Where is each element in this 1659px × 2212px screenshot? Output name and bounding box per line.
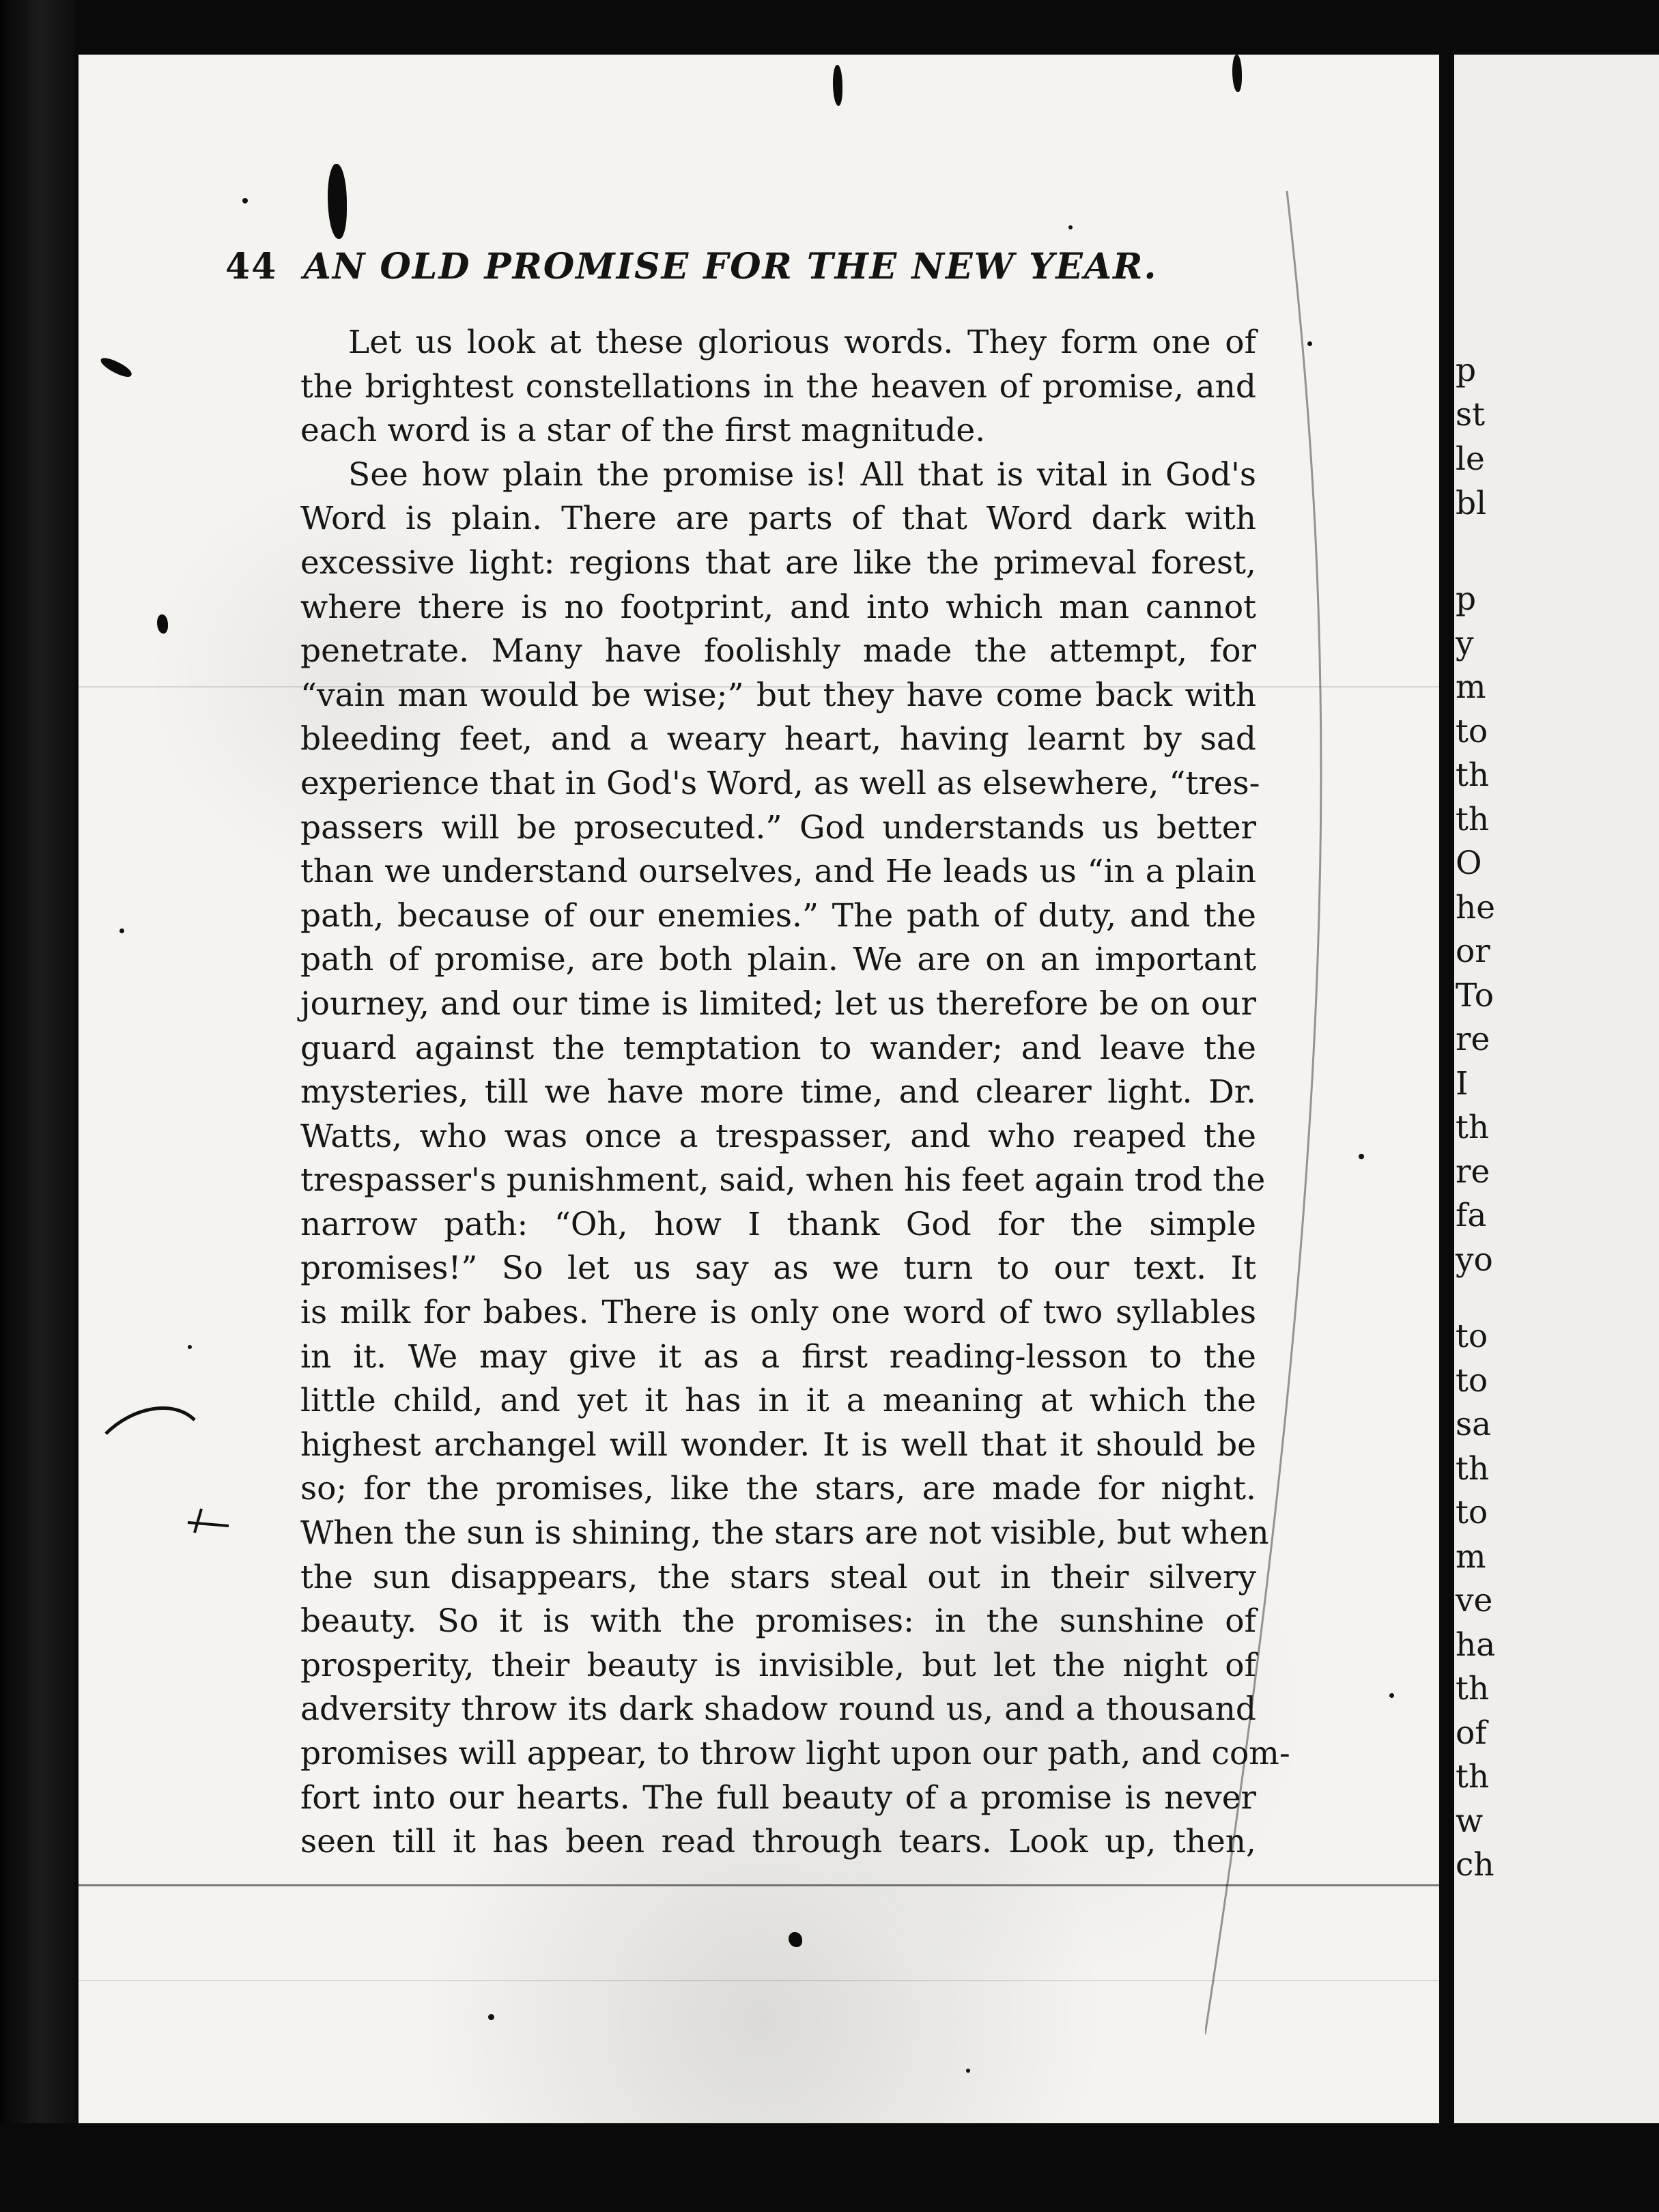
facing-page-fragment: th bbox=[1456, 800, 1490, 838]
facing-page-fragment: p bbox=[1456, 352, 1477, 389]
text-line: experience that in God's Word, as well as elsewhere, “tres- bbox=[300, 764, 1260, 802]
text-line: Word is plain. There are parts of that Word dark with bbox=[300, 500, 1256, 538]
running-title: AN OLD PROMISE FOR THE NEW YEAR. bbox=[303, 246, 1158, 287]
facing-page-fragment: or bbox=[1456, 933, 1490, 970]
ink-blot bbox=[1232, 55, 1242, 92]
text-line: than we understand ourselves, and He leads us “in a plain bbox=[300, 853, 1256, 891]
page-number: 44 bbox=[225, 246, 278, 287]
text-line: seen till it has been read through tears. Look up, then, bbox=[300, 1823, 1256, 1861]
running-head bbox=[225, 246, 1290, 287]
bottom-scan-margin bbox=[0, 2123, 1659, 2212]
text-line: See how plain the promise is! All that is vital in God's bbox=[348, 455, 1256, 494]
text-line: Let us look at these glorious words. They form one of bbox=[348, 324, 1256, 361]
facing-page-fragment: re bbox=[1456, 1021, 1490, 1058]
text-line: bleeding feet, and a weary heart, having learnt by sad bbox=[300, 720, 1256, 758]
body-text bbox=[300, 321, 1290, 1864]
facing-page-fragment: sa bbox=[1456, 1406, 1492, 1443]
page-gutter bbox=[1439, 0, 1454, 2212]
facing-page-fragment: w bbox=[1456, 1802, 1484, 1840]
text-line: guard against the temptation to wander; and leave the bbox=[300, 1029, 1256, 1067]
facing-page-fragment: st bbox=[1456, 396, 1486, 434]
facing-page-fragment: he bbox=[1456, 888, 1496, 926]
facing-page-fragment: O bbox=[1456, 845, 1482, 882]
ink-blot bbox=[328, 164, 347, 239]
ink-blot bbox=[157, 614, 168, 634]
text-line: each word is a star of the first magnitude. bbox=[300, 412, 986, 450]
scan-rule bbox=[79, 1980, 1444, 1981]
text-line: narrow path: “Oh, how I thank God for the simple bbox=[300, 1205, 1256, 1243]
facing-page-fragment: th bbox=[1456, 1670, 1490, 1707]
facing-page-fragment: ch bbox=[1456, 1846, 1494, 1884]
text-line: is milk for babes. There is only one word of two syllables bbox=[300, 1294, 1256, 1332]
facing-page-fragment: th bbox=[1456, 1109, 1490, 1146]
text-line: “vain man would be wise;” but they have come back with bbox=[300, 676, 1256, 714]
text-line: penetrate. Many have foolishly made the attempt, for bbox=[300, 632, 1256, 670]
text-line: where there is no footprint, and into which man cannot bbox=[300, 588, 1256, 626]
left-scan-margin bbox=[0, 0, 75, 2212]
text-line: journey, and our time is limited; let us therefore be on our bbox=[300, 984, 1256, 1023]
facing-page-fragment: le bbox=[1456, 440, 1485, 478]
text-line: Watts, who was once a trespasser, and who reaped the bbox=[300, 1117, 1256, 1155]
facing-page-fragment: to bbox=[1456, 1318, 1488, 1355]
text-line: the sun disappears, the stars steal out in their silvery bbox=[300, 1558, 1256, 1596]
text-line: mysteries, till we have more time, and clearer light. Dr. bbox=[300, 1073, 1256, 1111]
text-line: so; for the promises, like the stars, are made for night. bbox=[300, 1470, 1256, 1508]
facing-page-edge bbox=[1454, 55, 1659, 2123]
text-line: highest archangel will wonder. It is well that it should be bbox=[300, 1426, 1256, 1464]
text-line: adversity throw its dark shadow round us, and a thousand bbox=[300, 1690, 1256, 1729]
facing-page-fragment: y bbox=[1456, 624, 1474, 662]
text-line: promises!” So let us say as we turn to our text. It bbox=[300, 1249, 1256, 1288]
facing-page-fragment: to bbox=[1456, 712, 1488, 750]
facing-page-fragment: I bbox=[1456, 1064, 1469, 1103]
facing-page-fragment: bl bbox=[1456, 485, 1487, 522]
ink-blot bbox=[98, 355, 134, 380]
facing-page-fragment: th bbox=[1456, 1449, 1490, 1488]
facing-page-fragment: p bbox=[1456, 580, 1477, 618]
dust-speck bbox=[188, 1345, 192, 1349]
text-line: fort into our hearts. The full beauty of a promise is never bbox=[300, 1778, 1256, 1817]
facing-page-fragment: yo bbox=[1456, 1240, 1493, 1279]
text-line: prosperity, their beauty is invisible, but let the night of bbox=[300, 1646, 1256, 1684]
dust-speck bbox=[488, 2014, 494, 2020]
scan-rule bbox=[79, 1884, 1444, 1886]
facing-page-fragment: m bbox=[1456, 1537, 1486, 1576]
text-line: the brightest constellations in the heaven of promise, and bbox=[300, 367, 1256, 406]
text-line: beauty. So it is with the promises: in the sunshine of bbox=[300, 1602, 1256, 1641]
text-line: passers will be prosecuted.” God understands us better bbox=[300, 808, 1256, 847]
facing-page-fragment: th bbox=[1456, 1758, 1490, 1796]
facing-page-fragment: to bbox=[1456, 1494, 1488, 1531]
text-line: path, because of our enemies.” The path of duty, and the bbox=[300, 896, 1256, 935]
facing-page-fragment: re bbox=[1456, 1152, 1490, 1191]
dust-speck bbox=[966, 2069, 970, 2073]
text-line: trespasser's punishment, said, when his feet again trod the bbox=[300, 1161, 1266, 1200]
dust-speck bbox=[119, 928, 124, 933]
ink-blot bbox=[789, 1932, 802, 1947]
text-line: promises will appear, to throw light upon our path, and com- bbox=[300, 1735, 1290, 1772]
text-line: path of promise, are both plain. We are on an important bbox=[300, 941, 1256, 979]
text-line: in it. We may give it as a first reading-lesson to the bbox=[300, 1337, 1256, 1376]
facing-page-fragment: th bbox=[1456, 756, 1490, 794]
ink-blot bbox=[833, 65, 842, 106]
dust-speck bbox=[1068, 225, 1073, 229]
facing-page-fragment: to bbox=[1456, 1361, 1488, 1400]
facing-page-fragment: fa bbox=[1456, 1197, 1487, 1234]
facing-page-fragment: To bbox=[1456, 976, 1494, 1015]
pen-mark bbox=[92, 1386, 270, 1563]
facing-page-fragment: m bbox=[1456, 668, 1486, 706]
facing-page-fragment: ha bbox=[1456, 1626, 1496, 1664]
facing-page-fragment: of bbox=[1456, 1714, 1487, 1752]
text-line: excessive light: regions that are like the primeval forest, bbox=[300, 543, 1256, 582]
dust-speck bbox=[242, 198, 248, 203]
facing-page-fragment: ve bbox=[1456, 1582, 1493, 1619]
text-line: little child, and yet it has in it a meaning at which the bbox=[300, 1382, 1256, 1420]
text-line: When the sun is shining, the stars are not visible, but when bbox=[300, 1514, 1269, 1552]
